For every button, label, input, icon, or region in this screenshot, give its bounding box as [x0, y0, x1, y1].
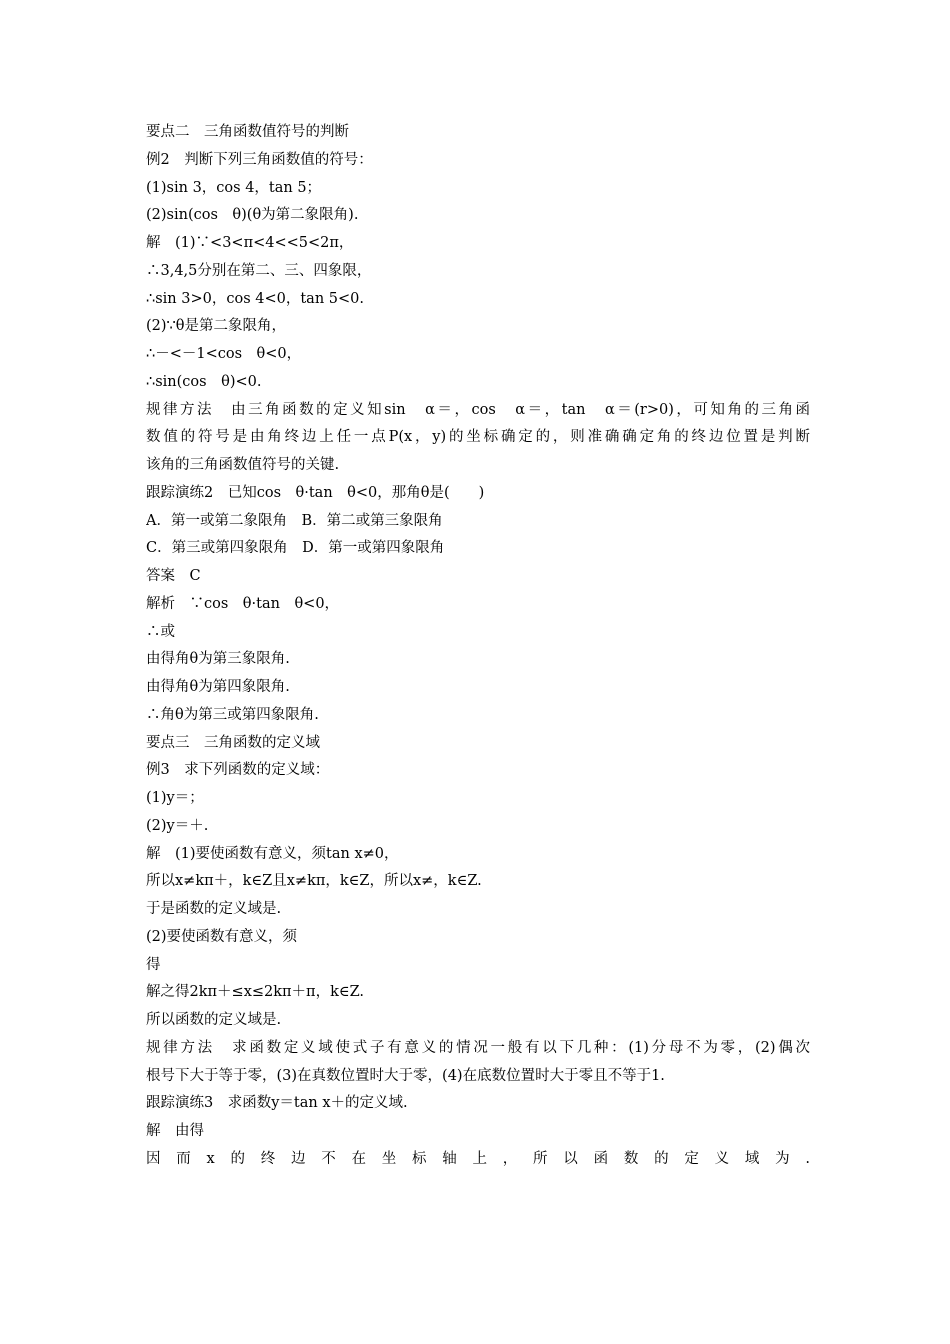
text-line: 得 — [146, 956, 161, 973]
text-line: (1)y＝； — [146, 790, 204, 806]
text-line: 数值的符号是由角终边上任一点P(x，y)的坐标确定的，则准确确定角的终边位置是判断 — [146, 429, 810, 446]
text-line: (1)sin 3，cos 4，tan 5； — [146, 179, 322, 196]
choice-line: A．第一或第二象限角 B．第二或第三象限角 — [146, 512, 443, 529]
text-line: 解 (1)要使函数有意义，须tan x≠0， — [146, 845, 399, 862]
text-line: 于是函数的定义域是. — [146, 901, 282, 917]
text-line: ∴sin 3>0，cos 4<0，tan 5<0. — [146, 290, 364, 307]
text-line: (2)∵θ是第二象限角， — [146, 318, 286, 335]
text-line: 因而x的终边不在坐标轴上，所以函数的定义域为. — [146, 1150, 810, 1167]
section-heading: 要点三 三角函数的定义域 — [146, 734, 320, 751]
text-line: 所以函数的定义域是. — [146, 1012, 282, 1028]
text-line: ∴sin(cos θ)<0. — [146, 373, 262, 390]
text-line: 解 (1)∵<3<π<4<<5<2π， — [146, 235, 354, 251]
text-line: 所以x≠kπ＋，k∈Z且x≠kπ，k∈Z，所以x≠，k∈Z. — [146, 873, 482, 890]
text-line: 该角的三角函数值符号的关键. — [146, 457, 340, 473]
example-title: 例2 判断下列三角函数值的符号： — [146, 151, 373, 168]
text-line: 根号下大于等于零，(3)在真数位置时大于零，(4)在底数位置时大于零且不等于1. — [146, 1067, 665, 1084]
text-line: ∴或 — [146, 623, 175, 640]
choice-line: C．第三或第四象限角 D．第一或第四象限角 — [146, 540, 445, 557]
text-line: (2)sin(cos θ)(θ为第二象限角). — [146, 207, 359, 224]
section-heading: 要点二 三角函数值符号的判断 — [146, 124, 349, 140]
text-line: (2)y＝＋. — [146, 817, 209, 834]
exercise-title: 跟踪演练3 求函数y＝tan x＋的定义域. — [146, 1095, 408, 1112]
text-line: ∴角θ为第三或第四象限角. — [146, 706, 319, 723]
document-body — [146, 119, 810, 1174]
exercise-title: 跟踪演练2 已知cos θ·tan θ<0，那角θ是( ) — [146, 484, 485, 501]
example-title: 例3 求下列函数的定义域： — [146, 762, 330, 779]
text-line: (2)要使函数有意义，须 — [146, 928, 298, 945]
text-line: 由得角θ为第四象限角. — [146, 679, 290, 695]
text-line: 解 由得 — [146, 1123, 204, 1139]
text-line: 解之得2kπ＋≤x≤2kπ＋π，k∈Z. — [146, 984, 365, 1001]
text-line: 规律方法 由三角函数的定义知sin α＝，cos α＝，tan α＝(r>0)，可知角的三角函 — [146, 401, 810, 418]
text-line: 由得角θ为第三象限角. — [146, 651, 290, 668]
text-line: 解析 ∵cos θ·tan θ<0， — [146, 595, 340, 612]
answer-line: 答案 C — [146, 568, 201, 584]
text-line: 规律方法 求函数定义域使式子有意义的情况一般有以下几种：(1)分母不为零，(2)偶次 — [146, 1039, 810, 1056]
text-line: ∴－<－1<cos θ<0， — [146, 346, 302, 362]
text-line: ∴3,4,5分别在第二、三、四象限， — [146, 262, 372, 279]
